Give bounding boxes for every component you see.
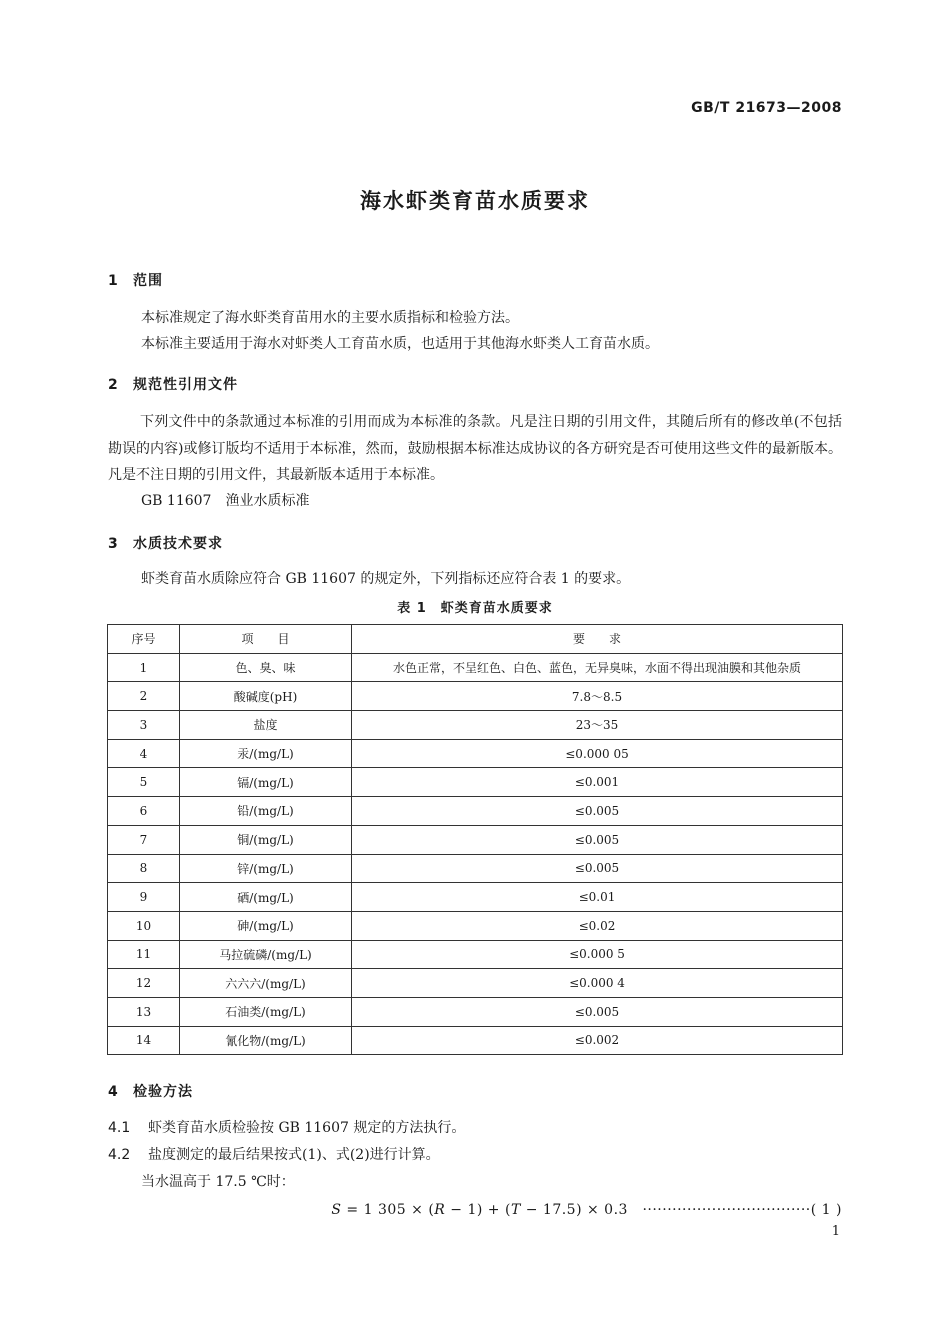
- formula-var-t: T: [510, 1202, 521, 1218]
- formula-var-s: S: [331, 1202, 342, 1218]
- header-no: 序号: [108, 625, 180, 654]
- row-number: 7: [108, 825, 180, 854]
- row-requirement: ≤0.005: [352, 854, 843, 883]
- row-requirement: ≤0.001: [352, 768, 843, 797]
- subsection-text: 虾类育苗水质检验按 GB 11607 规定的方法执行。: [148, 1120, 466, 1136]
- section-4-heading: [108, 1081, 193, 1101]
- row-requirement: ≤0.005: [352, 997, 843, 1026]
- row-item: 砷/(mg/L): [180, 911, 352, 940]
- formula-mid: − 1) + (: [445, 1202, 511, 1218]
- table-header-row: [108, 625, 843, 654]
- row-requirement: ≤0.005: [352, 797, 843, 826]
- table-row: [108, 825, 843, 854]
- section-number: 4: [108, 1084, 119, 1100]
- subsection-number: 4.1: [108, 1120, 131, 1136]
- section-number: 2: [108, 377, 119, 393]
- normative-reference: GB 11607 渔业水质标准: [141, 493, 310, 509]
- row-requirement: 23～35: [352, 711, 843, 740]
- row-number: 11: [108, 940, 180, 969]
- section-2-heading: [108, 374, 238, 394]
- row-item: 镉/(mg/L): [180, 768, 352, 797]
- row-item: 铅/(mg/L): [180, 797, 352, 826]
- table-caption: 表 1 虾类育苗水质要求: [397, 601, 553, 616]
- table-row: [108, 854, 843, 883]
- row-item: 锌/(mg/L): [180, 854, 352, 883]
- section-title: 检验方法: [133, 1084, 193, 1100]
- section-1-paragraph-1: 本标准规定了海水虾类育苗用水的主要水质指标和检验方法。: [141, 310, 519, 326]
- row-item: 氰化物/(mg/L): [180, 1026, 352, 1055]
- section-1-paragraph-2: 本标准主要适用于海水对虾类人工育苗水质，也适用于其他海水虾类人工育苗水质。: [141, 336, 659, 352]
- salinity-formula: [331, 1199, 842, 1219]
- row-number: 8: [108, 854, 180, 883]
- subsection-4-1: [108, 1117, 465, 1137]
- section-number: 3: [108, 536, 119, 552]
- row-item: 硒/(mg/L): [180, 883, 352, 912]
- section-number: 1: [108, 273, 119, 289]
- section-3-heading: [108, 533, 223, 553]
- section-3-paragraph: 虾类育苗水质除应符合 GB 11607 的规定外，下列指标还应符合表 1 的要求。: [141, 571, 631, 587]
- row-item: 汞/(mg/L): [180, 739, 352, 768]
- row-item: 石油类/(mg/L): [180, 997, 352, 1026]
- row-number: 2: [108, 682, 180, 711]
- row-number: 14: [108, 1026, 180, 1055]
- table-row: [108, 653, 843, 682]
- row-requirement: 7.8～8.5: [352, 682, 843, 711]
- table-row: [108, 911, 843, 940]
- row-number: 10: [108, 911, 180, 940]
- subsection-text: 盐度测定的最后结果按式(1)、式(2)进行计算。: [148, 1147, 440, 1163]
- row-number: 3: [108, 711, 180, 740]
- table-row: [108, 883, 843, 912]
- subsection-4-2: [108, 1144, 440, 1164]
- row-number: 13: [108, 997, 180, 1026]
- table-row: [108, 940, 843, 969]
- row-number: 4: [108, 739, 180, 768]
- table-row: [108, 997, 843, 1026]
- table-row: [108, 739, 843, 768]
- row-number: 9: [108, 883, 180, 912]
- formula-eq: = 1 305 × (: [341, 1202, 435, 1218]
- section-1-heading: [108, 270, 163, 290]
- row-requirement: ≤0.02: [352, 911, 843, 940]
- row-requirement: ≤0.002: [352, 1026, 843, 1055]
- row-item: 色、臭、味: [180, 653, 352, 682]
- row-requirement: 水色正常，不呈红色、白色、蓝色，无异臭味，水面不得出现油膜和其他杂质: [352, 653, 843, 682]
- document-title: 海水虾类育苗水质要求: [360, 189, 590, 213]
- table-row: [108, 682, 843, 711]
- table-row: [108, 797, 843, 826]
- section-title: 范围: [133, 273, 163, 289]
- row-requirement: ≤0.000 4: [352, 969, 843, 998]
- formula-rhs: − 17.5) × 0.3: [520, 1202, 628, 1218]
- formula-label: ( 1 ): [810, 1202, 842, 1218]
- page-number: 1: [831, 1224, 840, 1239]
- row-requirement: ≤0.005: [352, 825, 843, 854]
- row-number: 5: [108, 768, 180, 797]
- formula-leader: ··································: [627, 1202, 811, 1218]
- row-requirement: ≤0.000 05: [352, 739, 843, 768]
- row-item: 马拉硫磷/(mg/L): [180, 940, 352, 969]
- row-number: 1: [108, 653, 180, 682]
- standard-code: GB/T 21673—2008: [691, 100, 842, 116]
- row-item: 酸碱度(pH): [180, 682, 352, 711]
- table-row: [108, 768, 843, 797]
- water-quality-table: [107, 624, 843, 1055]
- row-item: 盐度: [180, 711, 352, 740]
- row-item: 铜/(mg/L): [180, 825, 352, 854]
- subsection-number: 4.2: [108, 1147, 131, 1163]
- table-row: [108, 1026, 843, 1055]
- table-row: [108, 969, 843, 998]
- section-title: 规范性引用文件: [133, 377, 238, 393]
- section-2-paragraph: 下列文件中的条款通过本标准的引用而成为本标准的条款。凡是注日期的引用文件，其随后所有的修改单(不包括勘误的内容)或修订版均不适用于本标准，然而，鼓励根据本标准达成协议的各方研究是否可使用这些文件的最新版本。凡是不注日期的引用文件，其最新版本适用于本标准。: [108, 414, 842, 483]
- row-item: 六六六/(mg/L): [180, 969, 352, 998]
- table-row: [108, 711, 843, 740]
- row-requirement: ≤0.000 5: [352, 940, 843, 969]
- formula-condition: 当水温高于 17.5 ℃时：: [141, 1174, 295, 1190]
- row-number: 6: [108, 797, 180, 826]
- row-number: 12: [108, 969, 180, 998]
- row-requirement: ≤0.01: [352, 883, 843, 912]
- header-requirement: 要 求: [352, 625, 843, 654]
- header-item: 项 目: [180, 625, 352, 654]
- section-title: 水质技术要求: [133, 536, 223, 552]
- formula-var-r: R: [434, 1202, 446, 1218]
